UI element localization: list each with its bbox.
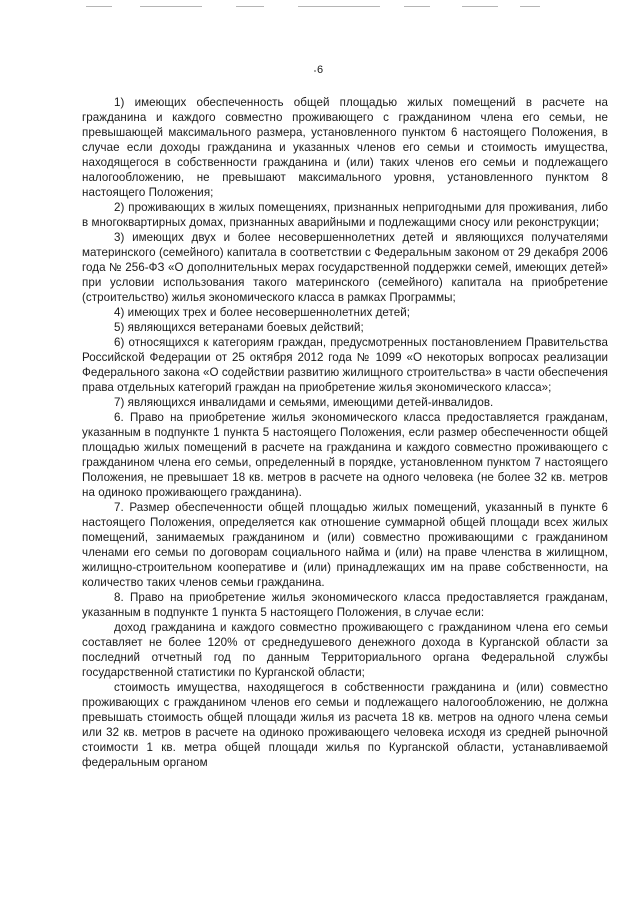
paragraph-subitem-7: 7) являющихся инвалидами и семьями, имеющими детей-инвалидов. xyxy=(114,396,494,409)
scan-edge-artifact xyxy=(0,0,640,10)
paragraph-subitem-5: 5) являющихся ветеранами боевых действий; xyxy=(114,321,364,334)
paragraph-clause-7: 7. Размер обеспеченности общей площадью жилых помещений, указанный в пункте 6 настоящего Положения, определяется как отношение суммарной общей площади всех жилых помещений, занимаемых гражданином и (или) совместно проживающими с гражданином членами его семьи по договорам социального найма и (или) на праве членства в жилищном, жилищно-строительном кооперативе и (или) принадлежащих им на праве собственности, на количество таких членов семьи гражданина. xyxy=(82,501,608,589)
paragraph-subitem-4: 4) имеющих трех и более несовершеннолетних детей; xyxy=(114,306,411,319)
paragraph-subitem-2: 2) проживающих в жилых помещениях, признанных непригодными для проживания, либо в многоквартирных домах, признанных аварийными и подлежащими сносу или реконструкции; xyxy=(82,201,608,229)
paragraph-subitem-3: 3) имеющих двух и более несовершеннолетних детей и являющихся получателями материнского (семейного) капитала в соответствии с Федеральным законом от 29 декабря 2006 года № 256-ФЗ «О дополнительных мерах государственной поддержки семей, имеющих детей» при условии использования такого материнского (семейного) капитала на приобретение (строительство) жилья экономического класса в рамках Программы; xyxy=(82,231,608,304)
paragraph-clause-6: 6. Право на приобретение жилья экономического класса предоставляется гражданам, указанным в подпункте 1 пункта 5 настоящего Положения, если размер обеспеченности общей площадью жилых помещений в расчете на гражданина и каждого совместно проживающего с гражданином члена его семьи, определенный в порядке, установленном пунктом 7 настоящего Положения, не превышает 18 кв. метров в расчете на одного человека (не более 32 кв. метров на одиноко проживающего гражданина). xyxy=(82,411,608,499)
document-body xyxy=(82,95,608,770)
paragraph-subitem-1: 1) имеющих обеспеченность общей площадью жилых помещений в расчете на гражданина и каждого совместно проживающего с гражданином члена его семьи, не превышающей максимального размера, установленного пунктом 6 настоящего Положения, в случае если доходы гражданина и указанных членов его семьи и стоимость имущества, находящегося в собственности гражданина и (или) таких членов его семьи и подлежащего налогообложению, не превышают максимального уровня, установленного пунктом 8 настоящего Положения; xyxy=(82,96,608,199)
page-number: 6 xyxy=(316,64,324,76)
paragraph-income-condition: доход гражданина и каждого совместно проживающего с гражданином члена его семьи составляет не более 120% от среднедушевого денежного дохода в Курганской области за последний отчетный год по данным Территориального органа Федеральной службы государственной статистики по Курганской области; xyxy=(82,621,608,679)
paragraph-subitem-6: 6) относящихся к категориям граждан, предусмотренных постановлением Правительства Российской Федерации от 25 октября 2012 года № 1099 «О некоторых вопросах реализации Федерального закона «О содействии развитию жилищного строительства» в части обеспечения права отдельных категорий граждан на приобретение жилья экономического класса»; xyxy=(82,336,608,394)
paragraph-property-condition: стоимость имущества, находящегося в собственности гражданина и (или) совместно проживающих с гражданином членов его семьи и подлежащего налогообложению, не должна превышать стоимость общей площади жилья из расчета 18 кв. метров на одного члена семьи или 32 кв. метров в расчете на одиноко проживающего человека исходя из средней рыночной стоимости 1 кв. метра общей площади жилья по Курганской области, устанавливаемой федеральным органом xyxy=(82,681,608,769)
paragraph-clause-8: 8. Право на приобретение жилья экономического класса предоставляется гражданам, указанным в подпункте 1 пункта 5 настоящего Положения, в случае если: xyxy=(82,591,608,619)
